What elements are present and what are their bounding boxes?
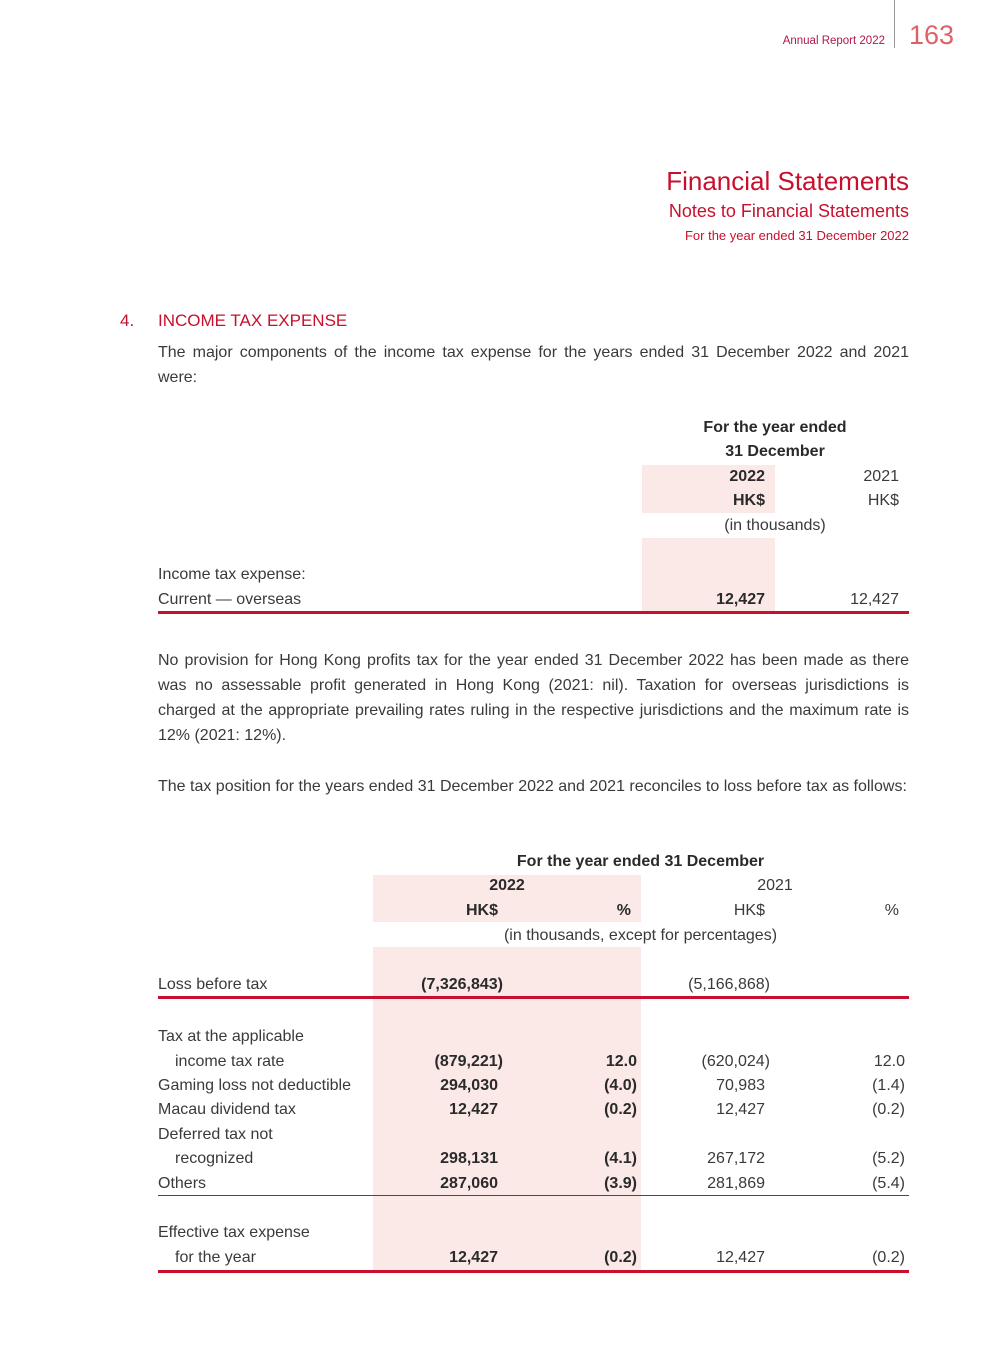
value-prior: (5,166,868) — [688, 976, 770, 993]
table1-header: For the year ended — [703, 419, 847, 436]
pct-current: (4.1) — [604, 1150, 637, 1167]
row-label: Loss before tax — [158, 976, 268, 993]
row-label: Deferred tax not — [158, 1126, 273, 1143]
pct-prior: (5.4) — [872, 1175, 905, 1192]
period-label: For the year ended 31 December 2022 — [684, 228, 909, 243]
col-pct-current: % — [616, 902, 631, 919]
value-current: 294,030 — [440, 1077, 498, 1094]
reconciliation-paragraph: The tax position for the years ended 31 December 2022 and 2021 reconciles to loss before tax as follows: — [158, 778, 907, 795]
subtotal-rule — [158, 996, 909, 999]
pct-current: (0.2) — [604, 1249, 637, 1266]
col-hk-current: HK$ — [465, 902, 498, 919]
pct-current: (0.2) — [604, 1101, 637, 1118]
total-rule — [158, 1270, 909, 1273]
value-current: (7,326,843) — [421, 976, 503, 993]
table1-header: 31 December — [725, 443, 825, 460]
col-pct-prior: % — [884, 902, 899, 919]
total-rule — [158, 611, 909, 614]
subtotal-rule — [158, 1195, 909, 1196]
value-prior: 70,983 — [716, 1077, 765, 1094]
col-hk-prior: HK$ — [733, 902, 765, 919]
intro-paragraph: The major components of the income tax expense for the years ended 31 December 2022 and 2021 were: — [158, 344, 909, 386]
group-label: Income tax expense: — [158, 566, 306, 583]
pct-prior: (1.4) — [872, 1077, 905, 1094]
col-currency-prior: HK$ — [867, 492, 899, 509]
row-label: for the year — [175, 1249, 256, 1266]
value-prior: 267,172 — [707, 1150, 765, 1167]
value-prior: 281,869 — [707, 1175, 765, 1192]
table2-header: For the year ended 31 December — [516, 853, 765, 870]
col-year-prior: 2021 — [757, 877, 793, 894]
unit-label: (in thousands) — [724, 517, 826, 534]
page-subtitle: Notes to Financial Statements — [668, 201, 909, 221]
pct-current: (3.9) — [604, 1175, 637, 1192]
value-prior: (620,024) — [701, 1053, 770, 1070]
section-number: 4. — [120, 311, 135, 330]
pct-prior: (0.2) — [872, 1249, 905, 1266]
pct-prior: (0.2) — [872, 1101, 905, 1118]
report-label: Annual Report 2022 — [782, 35, 885, 47]
page-number: 163 — [909, 20, 955, 50]
row-label: Current — overseas — [158, 591, 302, 608]
value-current: 298,131 — [440, 1150, 498, 1167]
value-prior: 12,427 — [716, 1249, 765, 1266]
value-current: 12,427 — [716, 591, 765, 608]
pct-current: (4.0) — [604, 1077, 637, 1094]
row-label: Tax at the applicable — [158, 1028, 304, 1045]
value-prior: 12,427 — [716, 1101, 765, 1118]
pct-current: 12.0 — [605, 1053, 637, 1070]
pct-prior: 12.0 — [873, 1053, 905, 1070]
value-current: 12,427 — [449, 1101, 498, 1118]
row-label: income tax rate — [175, 1053, 285, 1070]
value-current: 287,060 — [440, 1175, 498, 1192]
col-year-current: 2022 — [489, 877, 525, 894]
row-label: Gaming loss not deductible — [158, 1077, 351, 1094]
col-currency-current: HK$ — [732, 492, 765, 509]
row-label: recognized — [175, 1150, 254, 1167]
value-current: 12,427 — [449, 1249, 498, 1266]
col-year-current: 2022 — [729, 468, 765, 485]
page-title: Financial Statements — [666, 166, 909, 196]
provision-paragraph: No provision for Hong Kong profits tax for the year ended 31 December 2022 has been made as there was no assessable profit generated in Hong Kong (2021: nil). Taxation for overseas jurisdictions is charged at the appropriate prevailing rates ruling in the respective jurisdictions and the maximum rate is 12% (2021: 12%). — [158, 652, 909, 744]
row-label: Effective tax expense — [158, 1224, 310, 1241]
pct-prior: (5.2) — [872, 1150, 905, 1167]
row-label: Macau dividend tax — [158, 1101, 296, 1118]
header-divider — [894, 0, 895, 48]
section-heading: INCOME TAX EXPENSE — [158, 311, 348, 330]
col-year-prior: 2021 — [863, 468, 899, 485]
value-prior: 12,427 — [850, 591, 899, 608]
row-label: Others — [158, 1175, 207, 1192]
value-current: (879,221) — [434, 1053, 503, 1070]
unit-label: (in thousands, except for percentages) — [503, 927, 778, 944]
